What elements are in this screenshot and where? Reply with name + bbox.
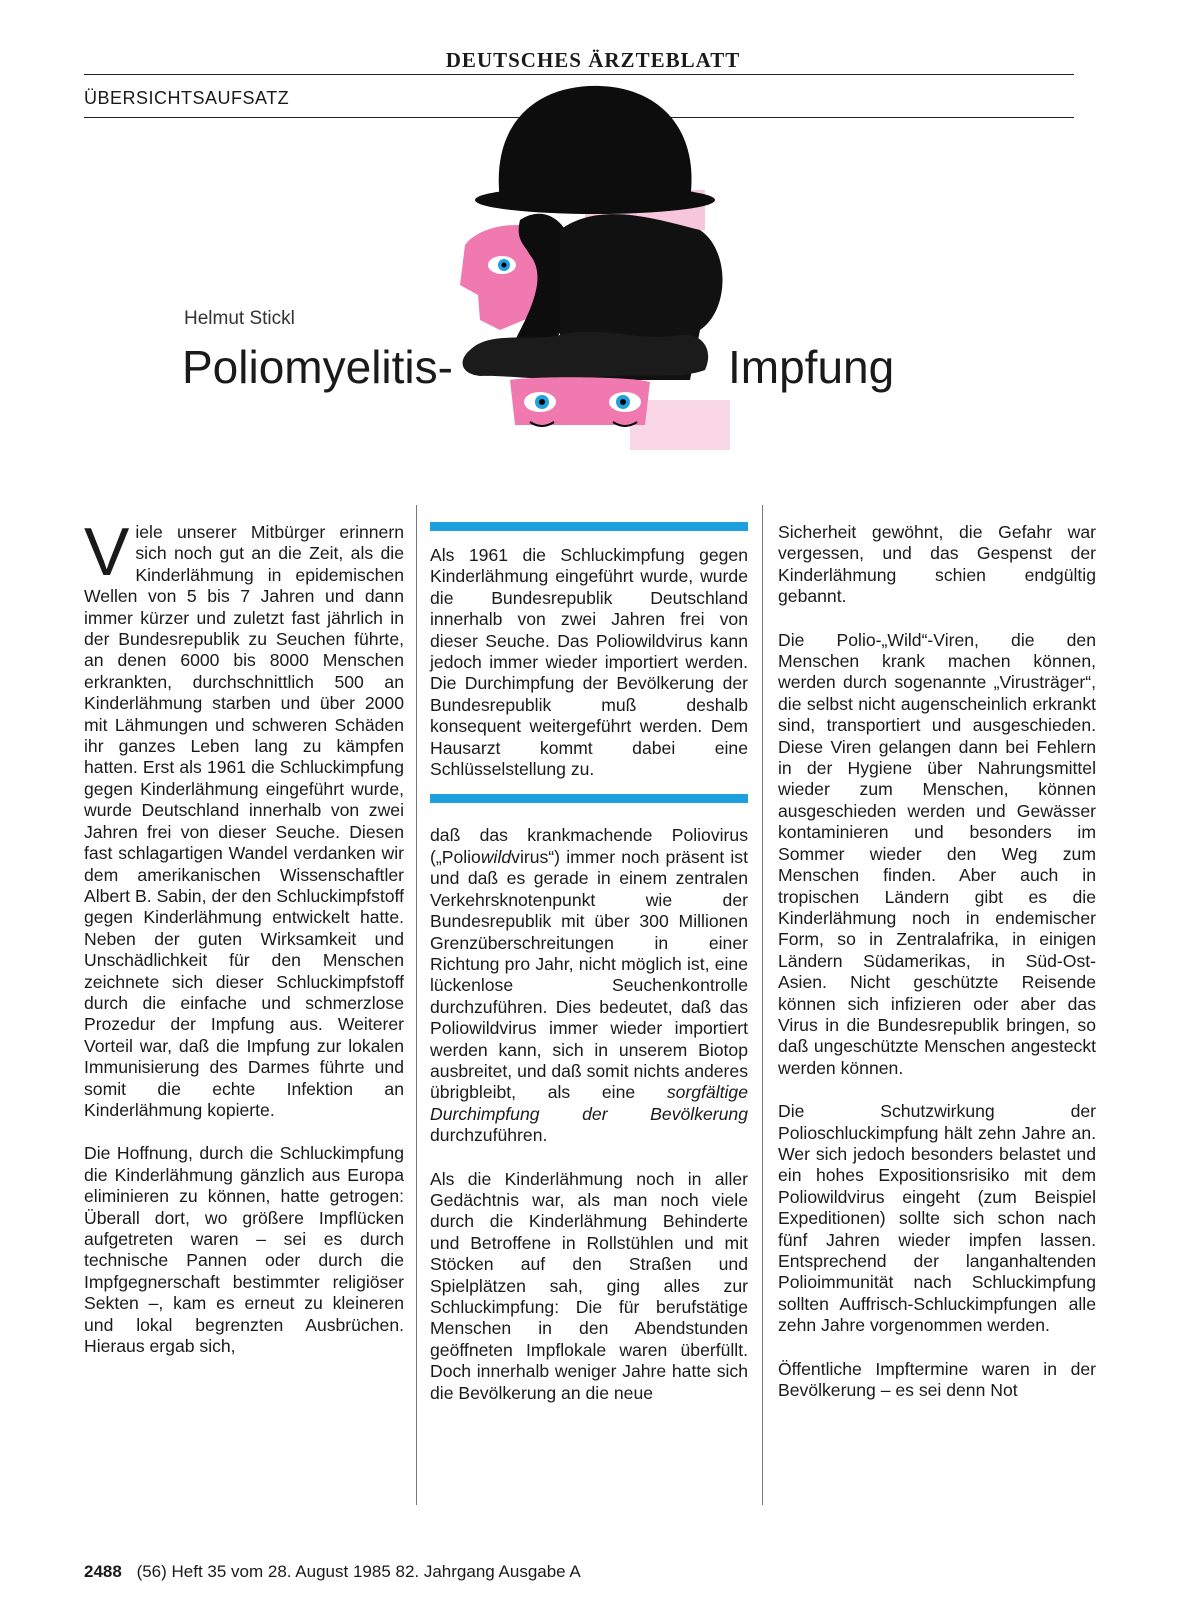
bowler-hat-faces-illustration <box>430 80 740 470</box>
teaser-bottom-bar <box>430 794 748 803</box>
section-label: ÜBERSICHTSAUFSATZ <box>84 88 290 108</box>
column-2 <box>430 522 748 1426</box>
paragraph: Als die Kinderlähmung noch in aller Gedächtnis war, als man noch viele durch die Kinderlähmung Behinderte und Betroffene in Rollstühlen und mit Stöcken auf den Straßen und Spielplätzen sah, ging alles zur Schluckimpfung: Die für berufstätige Menschen in den Abendstunden geöffneten Impflokale waren überfüllt. Doch innerhalb weniger Jahre hatte sich die Bevölkerung an die neue <box>430 1168 748 1403</box>
article-title-part2: Impfung <box>728 341 895 393</box>
footer <box>84 1562 581 1582</box>
teaser: Als 1961 die Schluckimpfung gegen Kinderlähmung eingeführt wurde, wurde die Bundesrepublik Deutschland innerhalb von zwei Jahren frei von dieser Seuche. Das Poliowildvirus kann jedoch immer wieder importiert werden. Die Durchimpfung der Bevölkerung der Bundesrepublik muß deshalb konsequent weitergeführt werden. Dem Hausarzt kommt dabei eine Schlüsselstellung zu. <box>430 545 748 780</box>
article-title-part1: Poliomyelitis- <box>182 341 453 393</box>
column-1 <box>84 514 404 1379</box>
italic-text: wild <box>480 846 512 867</box>
masthead: DEUTSCHES ÄRZTEBLATT <box>445 48 741 72</box>
text: durchzuführen. <box>430 1125 548 1146</box>
paragraph-text: iele unserer Mitbürger erinnern sich noch gut an die Zeit, als die Kinderlähmung in epidemischen Wellen von 5 bis 7 Jahren und dann immer kürzer und zuletzt fast jährlich in der Bundesrepublik zu Seuchen führte, an denen 6000 bis 8000 Menschen erkrankten, durchschnittlich 500 an Kinderlähmung starben und über 2000 mit Lähmungen und schweren Schäden ihr ganzes Leben lang zu kämpfen hatten. Erst als 1961 die Schluckimpfung gegen Kinderlähmung eingeführt wurde, wurde Deutschland innerhalb von zwei Jahren frei von dieser Seuche. Diesen fast schlagartigen Wandel verdanken wir dem amerikanischen Wissenschaftler Albert B. Sabin, der den Schluckimpfstoff gegen Kinderlähmung entwickelt hatte. Neben der guten Wirksamkeit und Unschädlichkeit für den Menschen zeichnete sich dieser Schluckimpfstoff durch die einfache und schmerzlose Prozedur der Impfung aus. Weiterer Vorteil war, daß die Impfung zur lokalen Immunisierung des Darmes führte und somit die echte Infektion an Kinderlähmung kopierte. <box>84 522 404 1120</box>
paragraph <box>84 514 404 1121</box>
masthead-rule <box>84 74 1074 75</box>
teaser-top-bar <box>430 522 748 531</box>
text: virus“) immer noch präsent ist und daß es gerade in einem zentralen Verkehrsknotenpunkt wie der Bundesrepublik mit über 300 Millionen Grenzüberschreitungen in einer Richtung pro Jahr, nicht möglich ist, eine lückenlose Seuchenkontrolle durchzuführen. Dies bedeutet, daß das Poliowildvirus immer wieder importiert werden kann, sich in unserem Biotop ausbreitet, und daß somit nichts anderes übrigbleibt, als eine <box>430 846 748 1103</box>
paragraph: Sicherheit gewöhnt, die Gefahr war vergessen, und das Gespenst der Kinderlähmung schien endgültig gebannt. <box>778 522 1096 607</box>
drop-cap: V <box>84 514 130 590</box>
paragraph: Die Schutzwirkung der Polioschluckimpfung hält zehn Jahre an. Wer sich jedoch besonders belastet und ein hohes Expositionsrisiko mit dem Poliowildvirus eingeht (zum Beispiel Expeditionen) sollte sich schon nach fünf Jahren wieder impfen lassen. Entsprechend der langanhaltenden Polioimmunität nach Schluckimpfung sollten Auffrisch-Schluckimpfungen alle zehn Jahre vorgenommen werden. <box>778 1101 1096 1336</box>
author: Helmut Stickl <box>184 308 295 329</box>
paragraph: Öffentliche Impftermine waren in der Bevölkerung – es sei denn Not <box>778 1358 1096 1401</box>
page-number: 2488 <box>84 1562 122 1581</box>
paragraph <box>430 825 748 1146</box>
paragraph: Die Hoffnung, durch die Schluckimpfung die Kinderlähmung gänzlich aus Europa eliminieren zu können, hatte getrogen: Überall dort, wo größere Impflücken aufgetreten waren – sei es durch technische Pannen oder durch die Impfgegnerschaft bestimmter religiöser Sekten –, kam es erneut zu kleineren und lokal begrenzten Ausbrüchen. Hieraus ergab sich, <box>84 1143 404 1357</box>
paragraph: Die Polio-„Wild“-Viren, die den Menschen krank machen können, werden durch sogenannte „Virusträger“, die selbst nicht augenscheinlich erkrankt sind, transportiert und ausgeschieden. Diese Viren gelangen dann bei Fehlern in der Hygiene über Nahrungsmittel wieder zum Menschen, können ausgeschieden werden und Gewässer kontaminieren und besonders im Sommer wieder den Weg zum Menschen finden. Aber auch in tropischen Ländern gibt es die Kinderlähmung noch in endemischer Form, so in Zentralafrika, in einigen Ländern Südamerikas, in Süd-Ost-Asien. Nicht geschützte Reisende können sich infizieren oder aber das Virus in die Bundesrepublik bringen, so daß ungeschützte Menschen angesteckt werden können. <box>778 629 1096 1078</box>
column-3 <box>778 522 1096 1423</box>
text: daß das krankmachende Poliovirus („Polio <box>430 825 748 867</box>
column-divider <box>762 505 763 1505</box>
italic-text: sorgfältige Durchimpfung der Bevölkerung <box>430 1082 748 1124</box>
column-divider <box>416 505 417 1505</box>
issue-info: (56) Heft 35 vom 28. August 1985 82. Jahrgang Ausgabe A <box>136 1562 581 1581</box>
